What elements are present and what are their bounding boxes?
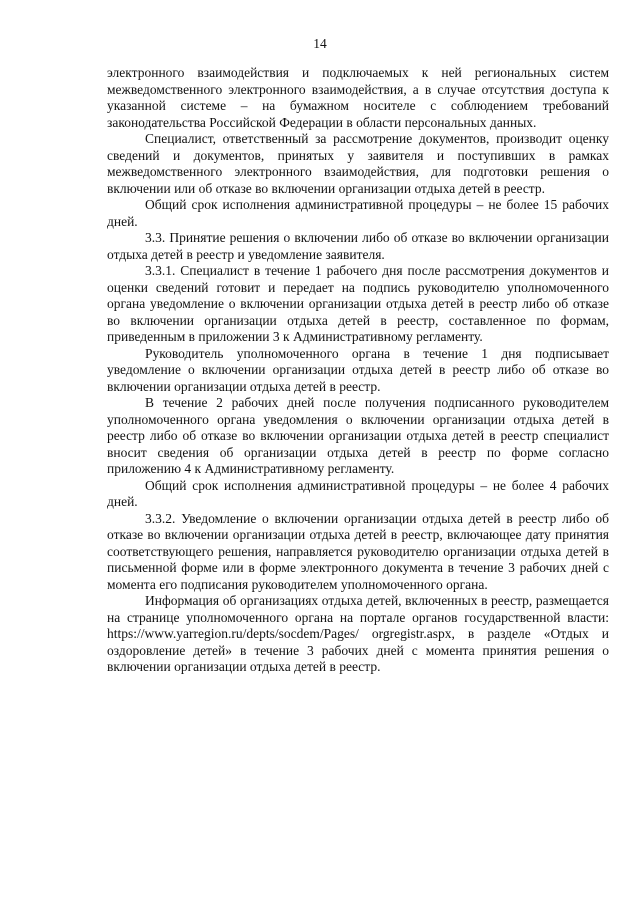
paragraph-2: Специалист, ответственный за рассмотрение документов, производит оценку сведений и документов, принятых у заявителя и поступивших в рамках межведомственного электронного взаимодействия, для подготовки решения о включении или об отказе во включении организации отдыха детей в реестр. <box>107 131 609 196</box>
document-body <box>107 65 609 676</box>
paragraph-7: В течение 2 рабочих дней после получения подписанного руководителем уполномоченного органа уведомления о включении организации отдыха детей в реестр либо об отказе во включении организации отдыха детей в реестр специалист вносит сведения об организации отдыха детей в реестр по форме согласно приложению 4 к Административному регламенту. <box>107 395 609 476</box>
paragraph-5: 3.3.1. Специалист в течение 1 рабочего дня после рассмотрения документов и оценки сведений готовит и передает на подпись руководителю уполномоченного органа уведомление о включении организации отдыха детей в реестр либо об отказе во включении организации отдыха детей в реестр, составленное по формам, приведенным в приложении 3 к Административному регламенту. <box>107 263 609 344</box>
paragraph-10: Информация об организациях отдыха детей, включенных в реестр, размещается на странице уполномоченного органа на портале органов государственной власти: https://www.yarregion.ru/depts/socdem/Pages/ orgregistr.aspx, в разделе «Отдых и оздоровление детей» в течение 3 рабочих дней с момента принятия решения о включении организации отдыха детей в реестр. <box>107 593 609 674</box>
paragraph-3: Общий срок исполнения административной процедуры – не более 15 рабочих дней. <box>107 197 609 229</box>
paragraph-9: 3.3.2. Уведомление о включении организации отдыха детей в реестр либо об отказе во включении организации отдыха детей в реестр, включающее дату принятия соответствующего решения, направляется руководителю организации отдыха детей в письменной форме или в форме электронного документа в течение 3 рабочих дней с момента его подписания руководителем уполномоченного органа. <box>107 510 609 592</box>
paragraph-8: Общий срок исполнения административной процедуры – не более 4 рабочих дней. <box>107 477 609 509</box>
paragraph-4: 3.3. Принятие решения о включении либо об отказе во включении организации отдыха детей в реестр и уведомление заявителя. <box>107 230 609 262</box>
paragraph-1: электронного взаимодействия и подключаемых к ней региональных систем межведомственного электронного взаимодействия, а в случае отсутствия доступа к указанной системе – на бумажном носителе с соблюдением требований законодательства Российской Федерации в области персональных данных. <box>107 65 609 130</box>
paragraph-6: Руководитель уполномоченного органа в течение 1 дня подписывает уведомление о включении организации отдыха детей в реестр либо об отказе во включении организации отдыха детей в реестр. <box>107 345 609 394</box>
page-number: 14 <box>313 36 327 51</box>
